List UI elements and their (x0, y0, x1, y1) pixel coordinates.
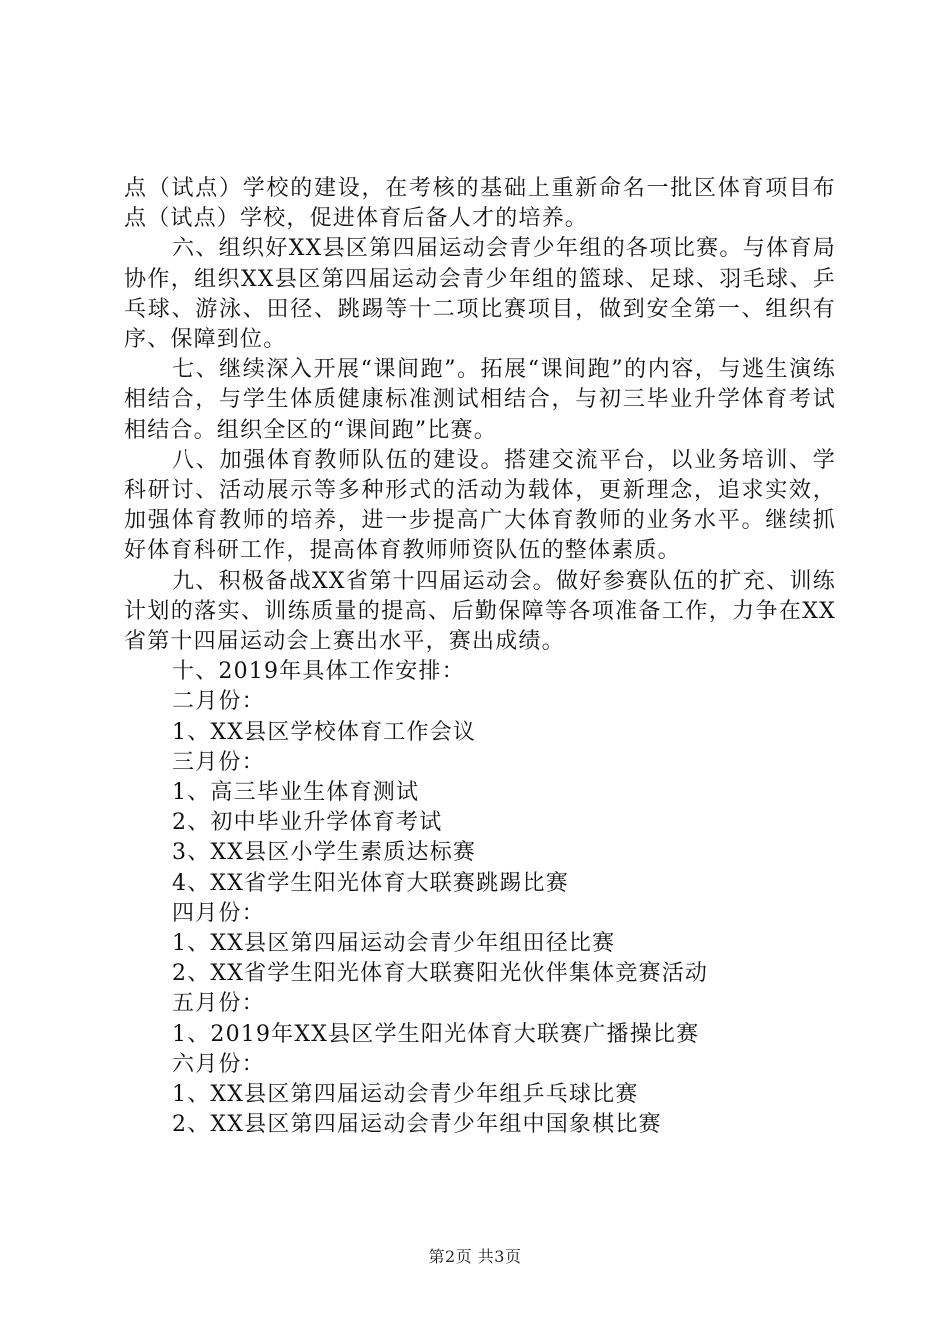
month-heading-february: 二月份： (172, 689, 265, 715)
schedule-item: 1、XX县区第四届运动会青少年组乒乓球比赛 (172, 1082, 639, 1108)
paragraph-item-6: 六、组织好XX县区第四届运动会青少年组的各项比赛。与体育局协作，组织XX县区第四届运动会青少年组的篮球、足球、羽毛球、乒乓球、游泳、田径、跳踢等十二项比赛项目，做到安全第一、组织有序、保障到位。 (124, 236, 836, 353)
month-heading-june: 六月份： (172, 1051, 265, 1077)
schedule-heading: 十、2019年具体工作安排： (172, 659, 465, 685)
schedule-item: 1、XX县区学校体育工作会议 (172, 719, 477, 745)
paragraph-continuation: 点（试点）学校的建设，在考核的基础上重新命名一批区体育项目布点（试点）学校，促进体育后备人才的培养。 (124, 176, 836, 232)
schedule-item: 1、高三毕业生体育测试 (172, 780, 420, 806)
month-heading-april: 四月份： (172, 900, 265, 926)
schedule-item: 2、初中毕业升学体育考试 (172, 810, 443, 836)
paragraph-item-7: 七、继续深入开展“课间跑”。拓展“课间跑”的内容，与逃生演练相结合，与学生体质健康标准测试相结合，与初三毕业升学体育考试相结合。组织全区的“课间跑”比赛。 (124, 357, 836, 443)
document-body (124, 174, 836, 1141)
month-heading-may: 五月份： (172, 991, 265, 1017)
page-number-footer: 第2页 共3页 (428, 1247, 522, 1266)
month-heading-march: 三月份： (172, 749, 265, 775)
schedule-item: 2、XX县区第四届运动会青少年组中国象棋比赛 (172, 1112, 662, 1138)
schedule-item: 2、XX省学生阳光体育大联赛阳光伙伴集体竞赛活动 (172, 961, 709, 987)
paragraph-item-9: 九、积极备战XX省第十四届运动会。做好参赛队伍的扩充、训练计划的落实、训练质量的提高、后勤保障等各项准备工作，力争在XX省第十四届运动会上赛出水平，赛出成绩。 (124, 568, 836, 655)
schedule-item: 1、2019年XX县区学生阳光体育大联赛广播操比赛 (172, 1021, 700, 1047)
schedule-item: 4、XX省学生阳光体育大联赛跳踢比赛 (172, 870, 569, 896)
schedule-item: 1、XX县区第四届运动会青少年组田径比赛 (172, 931, 616, 957)
paragraph-item-8: 八、加强体育教师队伍的建设。搭建交流平台，以业务培训、学科研讨、活动展示等多种形式的活动为载体，更新理念，追求实效，加强体育教师的培养，进一步提高广大体育教师的业务水平。继续抓好体育科研工作，提高体育教师师资队伍的整体素质。 (124, 447, 836, 564)
schedule-item: 3、XX县区小学生素质达标赛 (172, 840, 477, 866)
